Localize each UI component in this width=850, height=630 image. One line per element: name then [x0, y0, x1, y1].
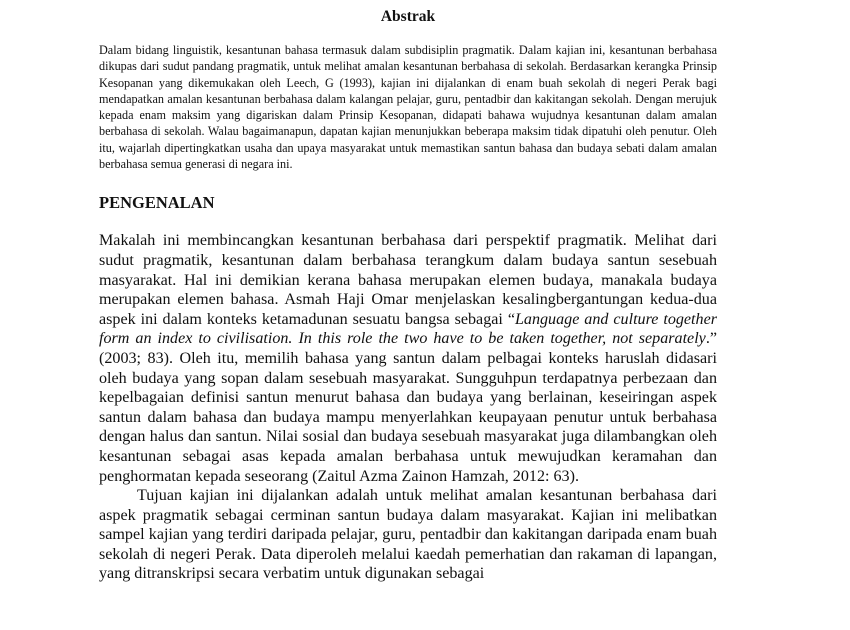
document-page [99, 0, 717, 584]
abstract-body: Dalam bidang linguistik, kesantunan bahasa termasuk dalam subdisiplin pragmatik. Dalam kajian ini, kesantunan berbahasa dikupas dari sudut pandang pragmatik, untuk melihat amalan kesantunan berbahasa di sekolah. Berdasarkan kerangka Prinsip Kesopanan yang dikemukakan oleh Leech, G (1993), kajian ini dijalankan di enam buah sekolah di negeri Perak bagi mendapatkan amalan kesantunan berbahasa dalam kalangan pelajar, guru, pentadbir dan kakitangan sekolah. Dengan merujuk kepada enam maksim yang digariskan dalam Prinsip Kesopanan, didapati bahawa wujudnya kesantunan dalam amalan berbahasa di sekolah. Walau bagaimanapun, dapatan kajian menunjukkan beberapa maksim tidak dipatuhi oleh penutur. Oleh itu, wajarlah dipertingkatkan usaha dan upaya masyarakat untuk memastikan santun bahasa dan budaya sebati dalam amalan berbahasa semua generasi di negara ini. [99, 43, 717, 172]
paragraph-1-text-after-quote: .” (2003; 83). Oleh itu, memilih bahasa yang santun dalam pelbagai konteks haruslah didasari oleh budaya yang sopan dalam sesebuah masyarakat. Sungguhpun terdapatnya perbezaan dan kepelbagaian definisi santun menurut bahasa dan budaya yang berlainan, keseiringan aspek santun dalam bahasa dan budaya mampu menyerlahkan keupayaan penutur untuk berbahasa dengan halus dan santun. Nilai sosial dan budaya sesebuah masyarakat juga dilambangkan oleh kesantunan sebagai asas kepada amalan berbahasa untuk mewujudkan keramahan dan penghormatan kepada seseorang (Zaitul Azma Zainon Hamzah, 2012: 63). [99, 330, 717, 485]
paragraph-1-text-before-quote: Makalah ini membincangkan kesantunan berbahasa dari perspektif pragmatik. Melihat dari sudut pragmatik, kesantunan dalam berbahasa terangkum dalam budaya santun sesebuah masyarakat. Hal ini demikian kerana bahasa merupakan elemen budaya, manakala budaya merupakan elemen bahasa. Asmah Haji Omar menjelaskan kesalingbergantungan kedua-dua aspek ini dalam konteks ketamadunan sesuatu bangsa sebagai “ [99, 232, 717, 328]
section-heading: PENGENALAN [99, 193, 215, 213]
introduction-paragraph-1 [99, 231, 717, 486]
paragraph-1-quote: Language and culture together form an index to civilisation. In this role the two have to be taken together, not separately [99, 310, 717, 348]
abstract-title: Abstrak [380, 8, 436, 25]
introduction-paragraph-2: Tujuan kajian ini dijalankan adalah untuk melihat amalan kesantunan berbahasa dari aspek pragmatik sebagai cerminan santun budaya dalam masyarakat. Kajian ini melibatkan sampel kajian yang terdiri daripada pelajar, guru, pentadbir dan kakitangan daripada enam buah sekolah di negeri Perak. Data diperoleh melalui kaedah pemerhatian dan rakaman di lapangan, yang ditranskripsi secara verbatim untuk digunakan sebagai [99, 487, 717, 583]
